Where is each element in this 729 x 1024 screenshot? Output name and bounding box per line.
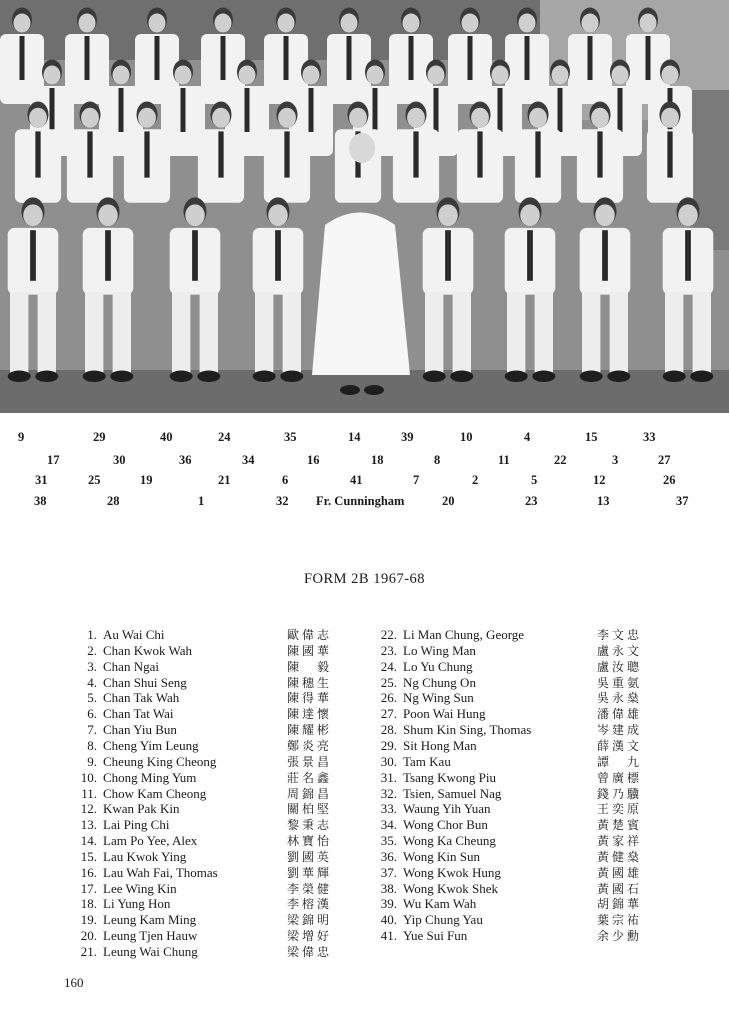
student-chinese-name: 陳穗生 xyxy=(287,675,333,690)
page-title: FORM 2B 1967-68 xyxy=(303,571,426,587)
student-number: 25. xyxy=(380,674,397,690)
list-item xyxy=(380,658,653,675)
list-item xyxy=(87,722,353,738)
student-number: 38. xyxy=(380,880,397,896)
key-number: 26 xyxy=(663,473,676,487)
student-name: Ng Chung On xyxy=(403,674,476,690)
student-chinese-name: 錢乃驥 xyxy=(597,786,643,801)
student-name: Wong Kwok Hung xyxy=(403,864,501,880)
key-number: 4 xyxy=(524,430,531,444)
student-name: Leung Kam Ming xyxy=(103,912,197,928)
student-number: 10. xyxy=(80,769,97,785)
student-number: 40. xyxy=(380,912,397,928)
student-name: Ng Wing Sun xyxy=(403,690,474,706)
student-number: 15. xyxy=(80,848,97,864)
list-item xyxy=(87,737,353,754)
key-number: 11 xyxy=(498,453,510,467)
student-chinese-name: 歐偉志 xyxy=(287,628,333,642)
student-chinese-name: 葉宗祐 xyxy=(597,913,643,928)
student-name: Lee Wing Kin xyxy=(103,880,177,896)
student-name: Shum Kin Sing, Thomas xyxy=(403,722,532,738)
list-item xyxy=(380,769,653,786)
list-item xyxy=(87,753,353,770)
key-number: 32 xyxy=(276,494,289,508)
student-chinese-name: 黃楚賓 xyxy=(597,818,643,833)
list-item xyxy=(380,801,653,817)
student-number: 18. xyxy=(80,896,97,912)
student-name: Wong Kwok Shek xyxy=(403,880,499,896)
list-item xyxy=(80,912,353,928)
list-item xyxy=(80,817,353,833)
student-name: Lo Yu Chung xyxy=(403,658,473,674)
student-number: 33. xyxy=(380,801,397,817)
student-number: 39. xyxy=(380,896,397,912)
student-chinese-name: 梁錦明 xyxy=(287,913,333,928)
student-chinese-name: 關柏堅 xyxy=(287,802,333,817)
student-number: 13. xyxy=(80,817,97,833)
key-number: 14 xyxy=(348,430,361,444)
key-number: 38 xyxy=(34,494,47,508)
list-item xyxy=(80,848,353,865)
key-number: 17 xyxy=(47,453,60,467)
student-number: 26. xyxy=(380,690,397,706)
key-number: 37 xyxy=(676,494,689,508)
list-item xyxy=(380,928,653,944)
student-number: 23. xyxy=(380,642,397,658)
list-item xyxy=(80,928,353,944)
key-number: 23 xyxy=(525,494,538,508)
list-item xyxy=(380,785,653,802)
student-chinese-name: 林寶怡 xyxy=(287,834,333,849)
student-name: Leung Tjen Hauw xyxy=(103,928,198,944)
key-number: 6 xyxy=(282,473,289,487)
list-item xyxy=(80,944,353,960)
student-name: Lau Wah Fai, Thomas xyxy=(103,864,218,880)
key-number: 3 xyxy=(612,453,619,467)
list-item xyxy=(87,690,353,706)
key-number: 22 xyxy=(554,453,567,467)
student-number: 19. xyxy=(80,912,97,928)
student-name: Waung Yih Yuan xyxy=(403,801,491,817)
student-name: Yip Chung Yau xyxy=(403,912,483,928)
list-item xyxy=(80,896,353,912)
student-chinese-name: 余少勳 xyxy=(597,929,643,944)
student-chinese-name: 陳達懷 xyxy=(287,707,333,722)
list-item xyxy=(380,674,653,691)
list-item xyxy=(87,674,353,691)
student-number: 20. xyxy=(80,928,97,944)
student-number: 36. xyxy=(380,848,397,864)
key-number: 27 xyxy=(658,453,671,467)
student-chinese-name: 梁偉忠 xyxy=(287,945,333,959)
key-number: 33 xyxy=(643,430,656,444)
student-number: 22. xyxy=(380,627,397,642)
student-name: Chan Ngai xyxy=(103,658,159,674)
student-name: Lai Ping Chi xyxy=(103,817,170,833)
student-number: 31. xyxy=(380,769,397,785)
list-item xyxy=(80,864,353,881)
key-number: 19 xyxy=(140,473,153,487)
key-number: 24 xyxy=(218,430,231,444)
list-item xyxy=(380,690,653,706)
student-name: Sit Hong Man xyxy=(403,737,477,753)
student-number: 3. xyxy=(87,658,97,674)
student-number: 8. xyxy=(87,737,97,753)
student-name: Chow Kam Cheong xyxy=(103,785,207,801)
student-chinese-name: 黎秉志 xyxy=(287,818,333,833)
student-chinese-name: 陳得華 xyxy=(287,691,333,706)
student-chinese-name: 黃健燊 xyxy=(597,849,643,864)
key-number: 18 xyxy=(371,453,384,467)
key-number: 40 xyxy=(160,430,173,444)
student-chinese-name: 黃家祥 xyxy=(597,834,643,849)
student-chinese-name: 劉華輝 xyxy=(287,865,333,880)
student-name: Wong Chor Bun xyxy=(403,817,488,833)
class-group-photo xyxy=(0,0,729,413)
key-number: 9 xyxy=(18,430,25,444)
list-item xyxy=(380,706,653,722)
student-name: Chan Tak Wah xyxy=(103,690,180,706)
student-name: Li Man Chung, George xyxy=(403,627,525,642)
key-number: 16 xyxy=(307,453,320,467)
student-number: 1. xyxy=(87,627,97,642)
student-name: Chan Shui Seng xyxy=(103,674,187,690)
student-name: Wu Kam Wah xyxy=(403,896,477,912)
student-chinese-name: 黃國雄 xyxy=(597,865,643,880)
student-name: Wong Kin Sun xyxy=(403,848,480,864)
student-number: 11. xyxy=(81,785,97,801)
student-chinese-name: 薛漢文 xyxy=(597,738,643,753)
key-number: 35 xyxy=(284,430,297,444)
student-chinese-name: 譚 九 xyxy=(597,754,643,769)
student-number: 41. xyxy=(380,928,397,944)
list-item xyxy=(380,627,653,643)
list-item xyxy=(380,753,653,770)
page-number: 160 xyxy=(64,975,84,990)
student-number: 6. xyxy=(87,706,97,722)
student-chinese-name: 梁增好 xyxy=(287,929,333,944)
list-item xyxy=(380,912,653,928)
key-number: 36 xyxy=(179,453,192,467)
key-number: 25 xyxy=(88,473,101,487)
student-number: 21. xyxy=(80,944,97,959)
student-number: 34. xyxy=(380,817,397,833)
student-name: Chong Ming Yum xyxy=(103,769,197,785)
student-chinese-name: 李榕漢 xyxy=(287,897,333,912)
student-chinese-name: 吳永燊 xyxy=(597,691,643,706)
student-name: Tsien, Samuel Nag xyxy=(403,785,502,801)
student-number: 5. xyxy=(87,690,97,706)
student-name: Lo Wing Man xyxy=(403,642,476,658)
student-name: Tam Kau xyxy=(403,753,451,769)
student-number: 37. xyxy=(380,864,397,880)
student-name: Kwan Pak Kin xyxy=(103,801,180,817)
list-item xyxy=(380,737,653,754)
student-number: 14. xyxy=(80,833,97,849)
student-name: Cheung King Cheong xyxy=(103,753,217,769)
student-chinese-name: 陳國華 xyxy=(287,643,333,658)
student-number: 27. xyxy=(380,706,397,722)
student-chinese-name: 陳耀彬 xyxy=(287,723,333,738)
student-number: 7. xyxy=(87,722,97,738)
student-number: 9. xyxy=(87,753,97,769)
student-number: 30. xyxy=(380,753,397,769)
student-name: Chan Tat Wai xyxy=(103,706,174,722)
list-item xyxy=(80,801,353,817)
student-name: Tsang Kwong Piu xyxy=(403,769,496,785)
key-number: 1 xyxy=(198,494,205,508)
key-label-teacher: Fr. Cunningham xyxy=(316,494,405,508)
student-chinese-name: 莊名鑫 xyxy=(287,770,333,785)
list-item xyxy=(80,769,353,786)
student-number: 35. xyxy=(380,833,397,849)
student-chinese-name: 黃國石 xyxy=(597,881,643,896)
student-chinese-name: 盧永文 xyxy=(597,643,643,658)
student-number: 29. xyxy=(380,737,397,753)
student-name: Leung Wai Chung xyxy=(103,944,198,959)
key-number: 10 xyxy=(460,430,473,444)
student-number: 24. xyxy=(380,658,397,674)
list-item xyxy=(87,658,353,675)
student-name: Lau Kwok Ying xyxy=(103,848,187,864)
student-number: 28. xyxy=(380,722,397,738)
list-item xyxy=(80,833,353,849)
student-chinese-name: 盧汝聰 xyxy=(597,659,643,674)
key-number: 7 xyxy=(413,473,420,487)
key-number: 12 xyxy=(593,473,606,487)
key-number: 15 xyxy=(585,430,598,444)
list-item xyxy=(380,817,653,833)
student-chinese-name: 李文忠 xyxy=(597,628,643,642)
key-number: 20 xyxy=(442,494,455,508)
key-number: 29 xyxy=(93,430,106,444)
student-number: 17. xyxy=(80,880,97,896)
key-number: 39 xyxy=(401,430,414,444)
student-chinese-name: 陳 毅 xyxy=(287,659,333,674)
list-item xyxy=(380,642,653,659)
student-number: 2. xyxy=(87,642,97,658)
student-name: Lam Po Yee, Alex xyxy=(103,833,198,849)
list-item xyxy=(380,848,653,865)
key-number: 13 xyxy=(597,494,610,508)
list-item xyxy=(87,642,353,659)
student-chinese-name: 胡錦華 xyxy=(597,897,643,912)
student-chinese-name: 鄭炎亮 xyxy=(287,738,333,753)
student-name: Au Wai Chi xyxy=(103,627,165,642)
key-number: 28 xyxy=(107,494,120,508)
key-number: 8 xyxy=(434,453,441,467)
student-chinese-name: 岑建成 xyxy=(597,723,643,738)
student-name: Cheng Yim Leung xyxy=(103,737,199,753)
student-chinese-name: 張景昌 xyxy=(287,754,333,769)
student-chinese-name: 李榮健 xyxy=(287,881,333,896)
list-item xyxy=(380,896,653,912)
student-name: Yue Sui Fun xyxy=(403,928,468,944)
list-item xyxy=(380,833,653,849)
list-item xyxy=(380,880,653,897)
student-name: Chan Yiu Bun xyxy=(103,722,177,738)
list-item xyxy=(81,785,353,802)
key-number: 5 xyxy=(531,473,538,487)
student-number: 32. xyxy=(380,785,397,801)
list-item xyxy=(380,864,653,881)
student-name: Li Yung Hon xyxy=(103,896,171,912)
student-chinese-name: 潘偉雄 xyxy=(597,707,643,722)
list-item xyxy=(380,722,653,738)
student-chinese-name: 王奕原 xyxy=(597,802,643,817)
key-number: 34 xyxy=(242,453,255,467)
key-number: 21 xyxy=(218,473,231,487)
list-item xyxy=(87,627,353,643)
student-chinese-name: 吳重氨 xyxy=(597,675,643,690)
student-chinese-name: 周錦昌 xyxy=(287,786,333,801)
key-number: 31 xyxy=(35,473,48,487)
list-item xyxy=(80,880,353,897)
list-item xyxy=(87,706,353,722)
student-chinese-name: 曾廣標 xyxy=(597,770,643,785)
class-group-photo-icon xyxy=(0,0,729,413)
student-name: Poon Wai Hung xyxy=(403,706,486,722)
student-number: 12. xyxy=(80,801,97,817)
student-name: Wong Ka Cheung xyxy=(403,833,496,849)
student-name: Chan Kwok Wah xyxy=(103,642,192,658)
key-number: 41 xyxy=(350,473,363,487)
student-number: 16. xyxy=(80,864,97,880)
student-number: 4. xyxy=(87,674,97,690)
key-number: 2 xyxy=(472,473,479,487)
student-chinese-name: 劉國英 xyxy=(287,849,333,864)
key-number: 30 xyxy=(113,453,126,467)
